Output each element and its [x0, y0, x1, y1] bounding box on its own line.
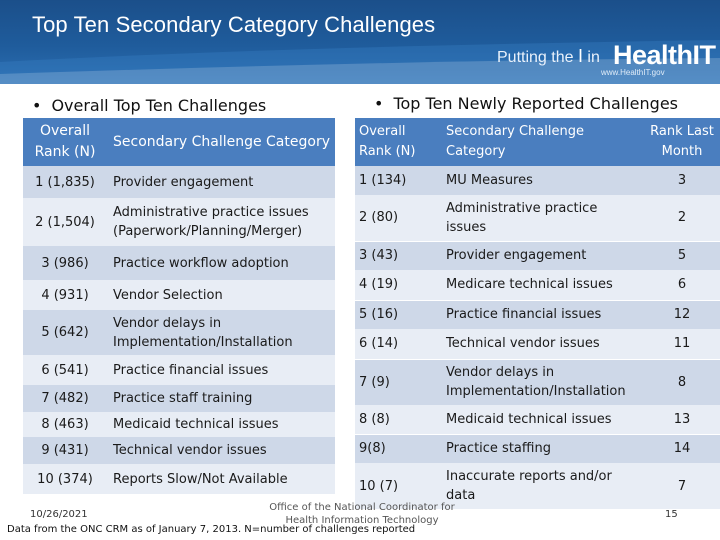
category-cell: Vendor Selection: [107, 280, 335, 310]
category-cell: Administrative practice issues: [438, 195, 640, 241]
rank-cell: 6 (14): [355, 329, 438, 359]
table-row: [23, 246, 335, 280]
column-header-category: Secondary Challenge Category: [107, 118, 335, 166]
table-row: [23, 198, 335, 246]
last-month-cell: 11: [640, 329, 720, 359]
last-month-cell: 5: [640, 241, 720, 270]
table-row: [23, 412, 335, 437]
footer-office-line1: Office of the National Coordinator for: [269, 502, 455, 513]
category-cell: Medicare technical issues: [438, 270, 640, 300]
newly-reported-challenges-table: [355, 118, 720, 509]
category-cell: Practice financial issues: [107, 355, 335, 385]
rank-cell: 7 (482): [23, 385, 107, 412]
table-row: [355, 359, 720, 405]
table-row: [23, 310, 335, 355]
last-month-cell: 12: [640, 300, 720, 329]
table-row: [355, 300, 720, 329]
left-bullet-text: Overall Top Ten Challenges: [51, 96, 267, 115]
page-number: 15: [665, 509, 678, 520]
right-bullet-text: Top Ten Newly Reported Challenges: [393, 94, 678, 113]
rank-cell: 9 (431): [23, 437, 107, 464]
last-month-cell: 13: [640, 405, 720, 434]
table-row: [355, 405, 720, 434]
logo-url: www.HealthIT.gov: [601, 68, 665, 77]
rank-cell: 10 (7): [355, 463, 438, 509]
rank-cell: 5 (16): [355, 300, 438, 329]
table-row: [355, 195, 720, 241]
overall-challenges-table: [23, 118, 335, 494]
table-row: [355, 329, 720, 359]
last-month-cell: 8: [640, 359, 720, 405]
rank-cell: 4 (931): [23, 280, 107, 310]
rank-cell: 7 (9): [355, 359, 438, 405]
rank-cell: 3 (43): [355, 241, 438, 270]
column-header-rank-last-month: Rank Last Month: [640, 118, 720, 166]
footer-data-note: Data from the ONC CRM as of January 7, 2013. N=number of challenges reported: [7, 524, 416, 535]
table-row: [23, 280, 335, 310]
slide-header: [0, 0, 720, 84]
table-row: [23, 355, 335, 385]
column-header-rank: Overall Rank (N): [355, 118, 438, 166]
left-bullet: • Overall Top Ten Challenges: [32, 96, 267, 115]
table-row: [23, 437, 335, 464]
table-header-row: [355, 118, 720, 166]
column-header-rank: Overall Rank (N): [23, 118, 107, 166]
logo-brand: HealthIT: [613, 40, 716, 70]
rank-cell: 5 (642): [23, 310, 107, 355]
footer-office-line2: Health Information Technology: [285, 515, 439, 526]
right-bullet: • Top Ten Newly Reported Challenges: [374, 94, 678, 113]
table-row: [23, 166, 335, 198]
last-month-cell: 7: [640, 463, 720, 509]
rank-cell: 8 (8): [355, 405, 438, 434]
footer-date: 10/26/2021: [30, 509, 88, 520]
category-cell: Provider engagement: [107, 166, 335, 198]
rank-cell: 2 (80): [355, 195, 438, 241]
rank-cell: 1 (1,835): [23, 166, 107, 198]
category-cell: Practice staffing: [438, 434, 640, 463]
column-header-category: Secondary Challenge Category: [438, 118, 640, 166]
healthit-logo: [497, 40, 716, 80]
table-row: [355, 241, 720, 270]
rank-cell: 9(8): [355, 434, 438, 463]
category-cell: Reports Slow/Not Available: [107, 464, 335, 494]
table-row: [23, 464, 335, 494]
category-cell: Inaccurate reports and/or data: [438, 463, 640, 509]
category-cell: Practice workflow adoption: [107, 246, 335, 280]
rank-cell: 4 (19): [355, 270, 438, 300]
rank-cell: 2 (1,504): [23, 198, 107, 246]
table-row: [23, 385, 335, 412]
last-month-cell: 3: [640, 166, 720, 195]
rank-cell: 3 (986): [23, 246, 107, 280]
category-cell: Medicaid technical issues: [438, 405, 640, 434]
logo-tagline: Putting the I in: [497, 46, 600, 66]
rank-cell: 1 (134): [355, 166, 438, 195]
category-cell: Technical vendor issues: [438, 329, 640, 359]
category-cell: Technical vendor issues: [107, 437, 335, 464]
rank-cell: 10 (374): [23, 464, 107, 494]
category-cell: Medicaid technical issues: [107, 412, 335, 437]
category-cell: Vendor delays in Implementation/Installation: [438, 359, 640, 405]
category-cell: Administrative practice issues (Paperwork/Planning/Merger): [107, 198, 335, 246]
table-row: [355, 270, 720, 300]
table-header-row: [23, 118, 335, 166]
category-cell: Provider engagement: [438, 241, 640, 270]
table-row: [355, 166, 720, 195]
rank-cell: 6 (541): [23, 355, 107, 385]
category-cell: Practice staff training: [107, 385, 335, 412]
last-month-cell: 2: [640, 195, 720, 241]
category-cell: Practice financial issues: [438, 300, 640, 329]
last-month-cell: 14: [640, 434, 720, 463]
category-cell: Vendor delays in Implementation/Installation: [107, 310, 335, 355]
last-month-cell: 6: [640, 270, 720, 300]
slide-title: Top Ten Secondary Category Challenges: [32, 12, 436, 37]
category-cell: MU Measures: [438, 166, 640, 195]
rank-cell: 8 (463): [23, 412, 107, 437]
table-row: [355, 434, 720, 463]
